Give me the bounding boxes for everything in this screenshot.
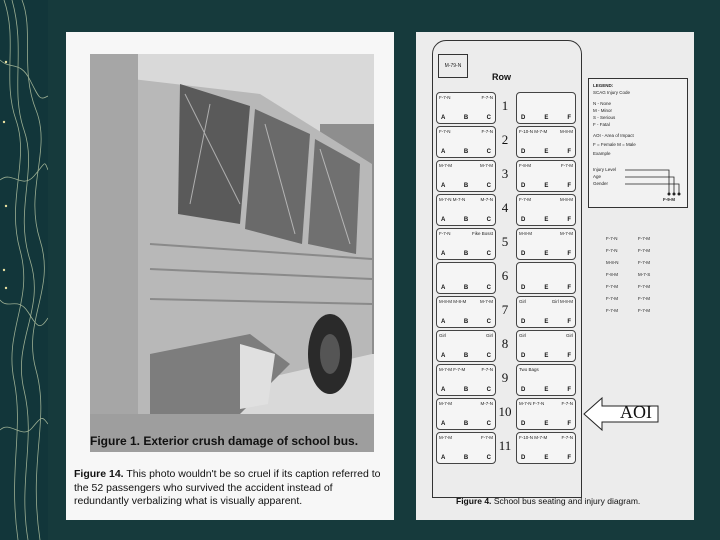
seat-occupants <box>439 163 493 168</box>
occupant-code: M-7-N F-7-N <box>519 401 545 406</box>
figure4-text: School bus seating and injury diagram. <box>493 496 641 506</box>
seat-letters <box>521 387 571 393</box>
seat-letter: D <box>521 149 526 155</box>
seat-letter: D <box>521 183 526 189</box>
seat-letter: B <box>463 421 469 427</box>
seat-occupants <box>519 401 573 406</box>
seat-occupants <box>439 435 493 440</box>
seat-row-5-left <box>436 228 496 260</box>
seat-letter: D <box>521 115 526 121</box>
occupant-code: Two Bags <box>519 367 539 372</box>
legend-injury-level: Injury Level <box>593 167 617 172</box>
seat-occupants <box>519 435 573 440</box>
seat-letters <box>521 251 571 257</box>
figure14-label: Figure 14. <box>74 468 124 480</box>
seat-letter: D <box>521 217 526 223</box>
seat-letter: A <box>441 387 446 393</box>
seat-letter: E <box>544 319 549 325</box>
seat-letter: B <box>463 149 469 155</box>
occupant-code: M-8-M <box>519 231 532 236</box>
injury-summary-entry: F-7-M <box>638 236 650 241</box>
seat-letter: C <box>486 455 491 461</box>
occupant-code: Girl <box>566 333 573 338</box>
seat-letter: A <box>441 115 446 121</box>
seat-letters <box>441 353 491 359</box>
seat-letter: B <box>463 115 469 121</box>
occupant-code: M-7-N <box>480 401 493 406</box>
seat-row-7-right <box>516 296 576 328</box>
legend-code-minor: M - Minor <box>593 108 612 113</box>
seat-letter: C <box>486 183 491 189</box>
seat-letter: F <box>567 421 571 427</box>
injury-summary-entry: M-7-S <box>638 272 651 277</box>
injury-summary-entry: F-7-M <box>606 296 618 301</box>
seat-letters <box>521 455 571 461</box>
seat-letters <box>441 285 491 291</box>
figure14-text: This photo wouldn't be so cruel if its caption referred to the 52 passengers who survived the accident instead of redundantly verbalizing what is visually apparent. <box>74 468 381 507</box>
occupant-code: M-7-M <box>439 163 452 168</box>
seat-letter: D <box>521 387 526 393</box>
seat-row-9-right <box>516 364 576 396</box>
seat-letters <box>521 149 571 155</box>
seat-occupants <box>439 299 493 304</box>
injury-summary-entry: F-7-M <box>638 296 650 301</box>
occupant-code: F-7-M <box>481 435 493 440</box>
seat-occupants <box>519 129 573 134</box>
seat-row-3-right <box>516 160 576 192</box>
figure1-caption: Figure 1. Exterior crush damage of school bus. <box>90 434 359 448</box>
row-number: 5 <box>501 234 509 249</box>
row-number: 2 <box>501 132 509 147</box>
seat-letter: F <box>567 217 571 223</box>
seat-letters <box>441 455 491 461</box>
seat-letter: B <box>463 251 469 257</box>
seat-letter: E <box>544 251 549 257</box>
seat-letters <box>441 387 491 393</box>
seat-row-4-left <box>436 194 496 226</box>
seat-letters <box>441 183 491 189</box>
seat-letter: D <box>521 285 526 291</box>
injury-summary-entry: F-7-M <box>606 284 618 289</box>
seat-letter: D <box>521 421 526 427</box>
figure14-caption <box>74 468 386 509</box>
legend-gender: Gender <box>593 181 609 186</box>
bus-photo-panel <box>66 32 394 520</box>
row-number: 8 <box>501 336 509 351</box>
seat-letter: A <box>441 251 446 257</box>
seat-occupants <box>519 367 573 372</box>
seat-letter: E <box>544 421 549 427</box>
seat-letter: D <box>521 455 526 461</box>
row-number: 10 <box>498 404 512 419</box>
seat-letter: D <box>521 251 526 257</box>
occupant-code: M-7-M <box>439 435 452 440</box>
seat-occupants <box>439 401 493 406</box>
seat-row-10-right <box>516 398 576 430</box>
seat-row-11-right <box>516 432 576 464</box>
row-header: Row <box>492 72 511 82</box>
seat-letter: B <box>463 455 469 461</box>
seat-letters <box>521 421 571 427</box>
seat-letter: E <box>544 285 549 291</box>
seat-row-4-right <box>516 194 576 226</box>
aoi-label: AOI <box>620 402 652 422</box>
occupant-code: F-8-M <box>519 163 531 168</box>
seating-diagram-panel <box>416 32 694 520</box>
seat-letter: F <box>567 115 571 121</box>
seat-letters <box>441 149 491 155</box>
legend-example: Example <box>593 151 611 156</box>
occupant-code: M-8-M <box>560 129 573 134</box>
occupant-code: M-7-M F-7-M <box>439 367 466 372</box>
driver-seat: M-79-N <box>438 54 468 78</box>
figure4-caption <box>456 496 640 506</box>
seat-letter: F <box>567 183 571 189</box>
row-number: 7 <box>501 302 509 317</box>
injury-summary-entry: F-7-M <box>638 308 650 313</box>
row-number: 3 <box>501 166 509 181</box>
seat-letter: A <box>441 421 446 427</box>
legend-sex: F = Female M = Male <box>593 142 636 147</box>
seat-letter: A <box>441 149 446 155</box>
occupant-code: F-10-N M-7-M <box>519 129 548 134</box>
occupant-code: Fike Bosst <box>471 231 493 236</box>
seat-occupants <box>519 299 573 304</box>
seat-letter: F <box>567 455 571 461</box>
seat-occupants <box>519 197 573 202</box>
seat-letter: B <box>463 183 469 189</box>
seat-row-8-left <box>436 330 496 362</box>
injury-summary-entry: M-8-N <box>606 260 619 265</box>
legend-code-serious: S - Serious <box>593 115 616 120</box>
seat-row-5-right <box>516 228 576 260</box>
seat-letter: A <box>441 183 446 189</box>
seat-letter: F <box>567 149 571 155</box>
seat-letter: E <box>544 353 549 359</box>
seat-letter: A <box>441 455 446 461</box>
occupant-code: M-7-N <box>480 197 493 202</box>
seat-row-8-right <box>516 330 576 362</box>
seat-occupants <box>439 129 493 134</box>
occupant-code: M-7-M <box>480 163 493 168</box>
seat-letter: C <box>486 251 491 257</box>
seat-row-11-left <box>436 432 496 464</box>
seat-letter: D <box>521 353 526 359</box>
occupant-code: M-8-M <box>560 197 573 202</box>
occupant-code: M-8-M M-8-M <box>439 299 467 304</box>
seat-letter: C <box>486 285 491 291</box>
seat-letter: D <box>521 319 526 325</box>
seat-letters <box>441 251 491 257</box>
seat-letter: B <box>463 319 469 325</box>
occupant-code: F-7-N <box>561 401 573 406</box>
seat-letter: C <box>486 149 491 155</box>
seat-letter: E <box>544 387 549 393</box>
seat-letter: A <box>441 217 446 223</box>
occupant-code: F-7-N <box>481 129 493 134</box>
occupant-code: F-7-N <box>439 95 451 100</box>
occupant-code: F-7-N <box>561 435 573 440</box>
seat-letters <box>441 115 491 121</box>
seat-row-3-left <box>436 160 496 192</box>
legend-code-none: N - None <box>593 101 612 106</box>
occupant-code: F-10-N M-7-M <box>519 435 548 440</box>
seat-letters <box>521 353 571 359</box>
seat-occupants <box>519 333 573 338</box>
seat-occupants <box>519 163 573 168</box>
occupant-code: Girl M-8-M <box>551 299 573 304</box>
seat-letter: B <box>463 217 469 223</box>
injury-summary-entry: F-7-N <box>606 248 618 253</box>
seat-letter: C <box>486 421 491 427</box>
legend-code-fatal: F - Fatal <box>593 122 610 127</box>
seat-letter: E <box>544 183 549 189</box>
seat-letter: F <box>567 387 571 393</box>
seat-row-9-left <box>436 364 496 396</box>
seat-letters <box>521 183 571 189</box>
seat-letter: A <box>441 353 446 359</box>
occupant-code: F-7-N <box>481 95 493 100</box>
legend-example-code: F-9-M <box>663 197 675 202</box>
occupant-code: Girl <box>439 333 446 338</box>
occupant-code: F-7-M <box>519 197 531 202</box>
seat-letter: B <box>463 285 469 291</box>
seat-letter: E <box>544 115 549 121</box>
seat-row-6-right <box>516 262 576 294</box>
figure4-label: Figure 4. <box>456 496 492 506</box>
seat-letter: E <box>544 455 549 461</box>
bus-crush-damage-photo <box>90 54 374 452</box>
legend-box <box>588 78 688 208</box>
row-number: 6 <box>501 268 509 283</box>
occupant-code: M-7-N M-7-N <box>439 197 466 202</box>
seat-letter: F <box>567 285 571 291</box>
seat-letter: C <box>486 115 491 121</box>
seat-letter: F <box>567 319 571 325</box>
seat-letter: F <box>567 251 571 257</box>
occupant-code: Girl <box>486 333 493 338</box>
seat-occupants <box>439 231 493 236</box>
seat-occupants <box>519 231 573 236</box>
injury-summary-entry: F-7-N <box>606 236 618 241</box>
occupant-code: F-7-N <box>439 129 451 134</box>
legend-subtitle: SCAG Injury Code <box>593 90 631 95</box>
seat-letter: E <box>544 217 549 223</box>
seat-letter: C <box>486 319 491 325</box>
seat-occupants <box>439 333 493 338</box>
seat-letter: A <box>441 319 446 325</box>
occupant-code: F-7-M <box>561 163 573 168</box>
injury-summary-entry: F-7-M <box>638 284 650 289</box>
seat-letter: C <box>486 353 491 359</box>
seat-letter: B <box>463 353 469 359</box>
seat-row-7-left <box>436 296 496 328</box>
seat-letter: C <box>486 217 491 223</box>
seat-row-2-right <box>516 126 576 158</box>
seat-letters <box>521 217 571 223</box>
seat-letters <box>441 421 491 427</box>
seat-row-1-left <box>436 92 496 124</box>
legend-pointer-arrows <box>625 167 685 203</box>
injury-summary-entry: F-8-M <box>606 272 618 277</box>
legend-title: LEGEND: <box>593 83 614 88</box>
injury-summary-entry: F-7-M <box>606 308 618 313</box>
seat-letter: C <box>486 387 491 393</box>
seat-occupants <box>439 95 493 100</box>
seat-row-2-left <box>436 126 496 158</box>
occupant-code: M-7-M <box>439 401 452 406</box>
occupant-code: M-7-M <box>560 231 573 236</box>
injury-summary-entry: F-7-M <box>638 260 650 265</box>
seat-letter: A <box>441 285 446 291</box>
seat-letter: B <box>463 387 469 393</box>
seat-row-1-right <box>516 92 576 124</box>
seat-letter: E <box>544 149 549 155</box>
occupant-code: M-7-M <box>480 299 493 304</box>
seat-row-6-left <box>436 262 496 294</box>
legend-aoi: AOI - Area of Impact <box>593 133 634 138</box>
occupant-code: Girl <box>519 299 526 304</box>
seat-letters <box>441 319 491 325</box>
seat-letter: F <box>567 353 571 359</box>
seat-occupants <box>439 197 493 202</box>
row-number: 11 <box>498 438 512 453</box>
topographic-decoration <box>0 0 48 540</box>
occupant-code: Girl <box>519 333 526 338</box>
occupant-code: F-7-N <box>481 367 493 372</box>
row-number: 1 <box>501 98 509 113</box>
occupant-code: F-7-N <box>439 231 451 236</box>
seat-letters <box>521 319 571 325</box>
injury-summary-entry: F-7-M <box>638 248 650 253</box>
row-number: 4 <box>501 200 509 215</box>
seat-row-10-left <box>436 398 496 430</box>
seat-letters <box>521 285 571 291</box>
legend-age: Age <box>593 174 602 179</box>
row-number: 9 <box>501 370 509 385</box>
seat-letters <box>441 217 491 223</box>
seat-occupants <box>439 367 493 372</box>
seat-letters <box>521 115 571 121</box>
